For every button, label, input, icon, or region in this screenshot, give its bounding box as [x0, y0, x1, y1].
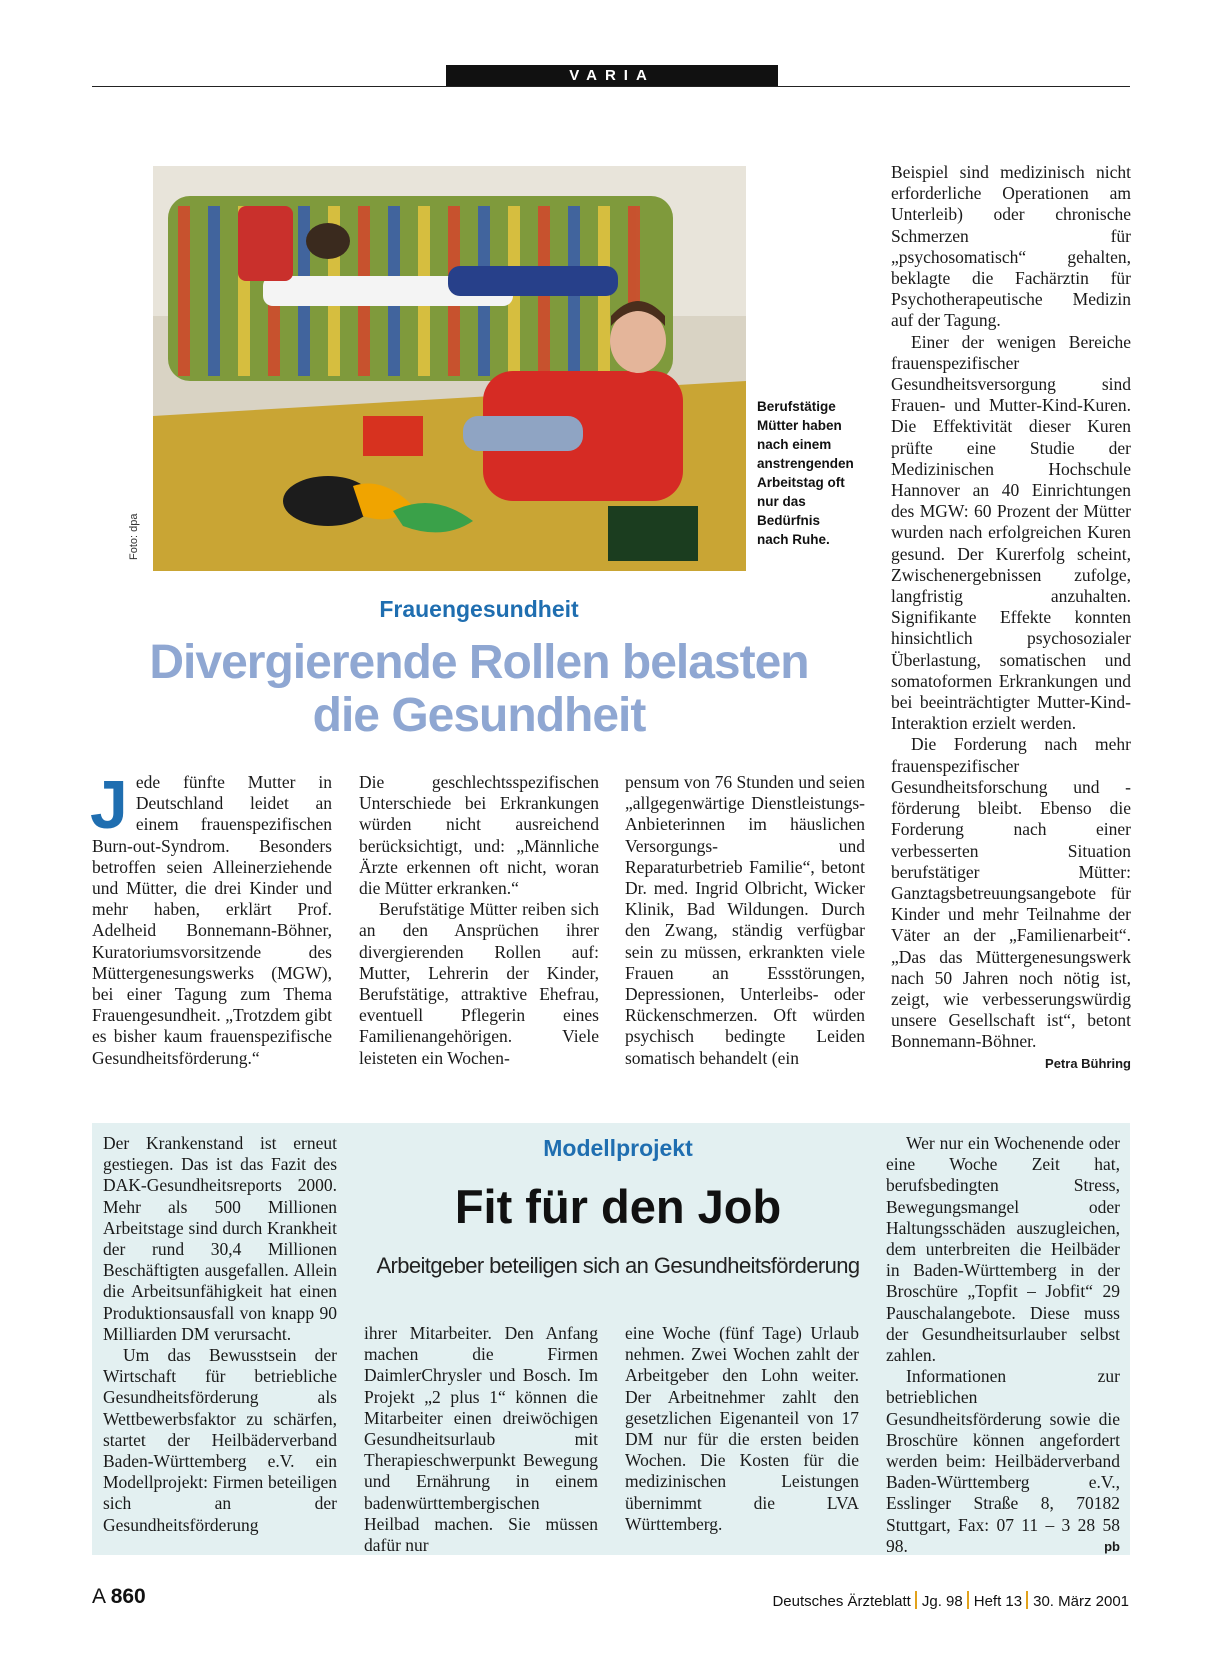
body-paragraph: Die geschlechtsspezifischen Unterschiede bei Erkrankungen würden nicht ausreichend berücksichtigt, und: „Männliche Ärzte erkennen oft nicht, woran die Mütter erkranken.“ — [359, 772, 599, 899]
body-paragraph: Die Forderung nach mehr frauenspezifischer Gesundheitsforschung und -förderung bleibt. Ebenso die Forderung nach einer verbesserten Situation berufstätiger Mütter: Ganztagsbetreuungsangebote für Kinder und mehr Teilnahme der Väter an der „Familienarbeit“. „Das das Müttergenesungswerk nach 50 Jahren noch nötig ist, zeigt, wie verbesserungswürdig unsere Gesellschaft ist“, betont Bonnemann-Böhner. Petra Bühring — [891, 734, 1131, 1052]
body-paragraph: pensum von 76 Stunden und seien „allgegenwärtige Dienstleistungs-Anbieterinnen im häuslichen Versorgungs- und Reparaturbetrieb Familie“, betont Dr. med. Ingrid Olbricht, Wicker Klinik, Bad Wildungen. Durch den Zwang, ständig verfügbar sein zu müssen, erkrankten viele Frauen an Essstörungen, Depressionen, Unterleibs- oder Rückenschmerzen. Oft würden psychisch bedingte Leiden somatisch behandelt (ein — [625, 772, 865, 1068]
body-paragraph: Berufstätige Mütter reiben sich an den Ansprüchen ihrer divergierenden Rollen auf: Mutter, Lehrerin der Kinder, Berufstätige, attraktive Ehefrau, eventuell Pflegerin eines Familienangehörigen. Viele leisteten ein Wochen- — [359, 899, 599, 1068]
body-paragraph: Um das Bewusstsein der Wirtschaft für betriebliche Gesundheitsförderung als Wettbewerbsfaktor zu schärfen, startet der Heilbäderverband Baden-Württemberg e.V. ein Modellprojekt: Firmen beteiligen sich an der Gesundheitsförderung — [103, 1345, 337, 1535]
body-paragraph: Informationen zur betrieblichen Gesundheitsförderung sowie die Broschüre können angefordert werden beim: Heilbäderverband Baden-Württemberg e.V., Esslinger Straße 8, 70182 Stuttgart, Fax: 07 11 – 3 28 58 98. pb — [886, 1366, 1120, 1556]
photo-caption: Berufstätige Mütter haben nach einem anstrengenden Arbeitstag oft nur das Bedürfnis nach Ruhe. — [757, 399, 854, 547]
body-paragraph: ede fünfte Mutter in Deutschland leidet an einem frauenspezifischen Burn-out-Syndrom. Besonders betroffen seien Alleinerziehende und Mütter, die drei Kinder und mehr haben, erklärt Prof. Adelheid Bonnemann-Böhner, Kuratoriumsvorsitzende des Müttergenesungswerks (MGW), bei einer Tagung zum Thema Frauengesundheit. „Trotzdem gibt es bisher kaum frauenspezifische Gesundheitsförderung.“ — [92, 772, 332, 1068]
body-paragraph: ihrer Mitarbeiter. Den Anfang machen die Firmen DaimlerChrysler und Bosch. Im Projekt „2 plus 1“ können die Mitarbeiter einen dreiwöchigen Gesundheitsurlaub mit Therapieschwerpunkt Bewegung und Ernährung in einem badenwürttembergischen Heilbad machen. Sie müssen dafür nur — [364, 1323, 598, 1556]
infobox-subheadline: Arbeitgeber beteiligen sich an Gesundheitsförderung — [376, 1253, 860, 1278]
body-paragraph: Der Krankenstand ist erneut gestiegen. Das ist das Fazit des DAK-Gesundheitsreports 2000. Mehr als 500 Millionen Arbeitstage sind durch Krankheit der rund 30,4 Millionen Beschäftigten ausgefallen. Allein die Arbeitsunfähigkeit hat einen Produktionsausfall von knapp 90 Milliarden DM verursacht. — [103, 1133, 337, 1344]
body-paragraph: eine Woche (fünf Tage) Urlaub nehmen. Zwei Wochen zahlt der Arbeitgeber den Lohn weiter. Der Arbeitnehmer zahlt den gesetzlichen Eigenanteil von 17 DM nur für die ersten beiden Wochen. Die Kosten für die medizinischen Leistungen übernimmt die LVA Württemberg. — [625, 1323, 859, 1534]
header-rule — [92, 86, 1130, 87]
journal-date: 30. März 2001 — [1033, 1593, 1129, 1610]
body-paragraph: Beispiel sind medizinisch nicht erforderliche Operationen am Unterleib) oder chronische Schmerzen für „psychosomatisch“ gehalten, beklagte die Fachärztin für Psychotherapeutische Medizin auf der Tagung. — [891, 162, 1131, 331]
headline-line-2: die Gesundheit — [312, 689, 646, 742]
journal-info — [772, 1591, 1129, 1610]
article-column-3 — [625, 772, 865, 1069]
body-paragraph: Wer nur ein Wochenende oder eine Woche Zeit hat, berufsbedingten Stress, Bewegungsmangel oder Haltungsschäden auszugleichen, dem unterbreiten die Heilbäder in Baden-Württemberg in der Broschüre „Topfit – Jobfit“ 29 Pauschalangebote. Diese muss der Gesundheitsurlauber selbst zahlen. — [886, 1133, 1120, 1366]
infobox-column-3 — [625, 1323, 859, 1535]
article-column-4 — [891, 162, 1131, 1074]
article-headline — [120, 636, 838, 742]
photo-credit: Foto: dpa — [128, 513, 140, 560]
infobox-author: pb — [1104, 1538, 1120, 1554]
article-column-2 — [359, 772, 599, 1069]
infobox-headline: Fit für den Job — [454, 1180, 782, 1233]
infobox-kicker: Modellprojekt — [543, 1135, 693, 1161]
body-paragraph: Einer der wenigen Bereiche frauenspezifischer Gesundheitsversorgung sind Frauen- und Mutter-Kind-Kuren. Die Effektivität dieser Kuren prüfte eine Studie der Medizinischen Hochschule Hannover an 40 Einrichtungen des MGW: 60 Prozent der Mütter wurden nach erfolgreichen Kuren gesund. Der Kurerfolg scheint, Zwischenergebnissen zufolge, langfristig anzuhalten. Signifikante Effekte konnten hinsichtlich psychosozialer Überlastung, somatischen und somatoformen Erkrankungen und bei beeinträchtigter Mutter-Kind-Interaktion erzielt werden. — [891, 331, 1131, 734]
section-tag: VARIA — [446, 65, 778, 86]
journal-volume: Jg. 98 — [921, 1593, 963, 1610]
article-photo — [153, 166, 746, 571]
infobox-column-1 — [103, 1133, 337, 1536]
journal-name: Deutsches Ärzteblatt — [772, 1593, 911, 1610]
article-author: Petra Bühring — [1045, 1055, 1131, 1071]
page-number: A 860 — [92, 1585, 146, 1608]
headline-line-1: Divergierende Rollen belasten — [149, 636, 809, 689]
journal-issue: Heft 13 — [973, 1593, 1023, 1610]
article-kicker: Frauengesundheit — [379, 596, 579, 622]
article-column-1 — [90, 767, 332, 1069]
infobox-column-2 — [364, 1323, 598, 1556]
drop-cap: J — [90, 767, 128, 843]
infobox-column-4 — [886, 1133, 1120, 1557]
